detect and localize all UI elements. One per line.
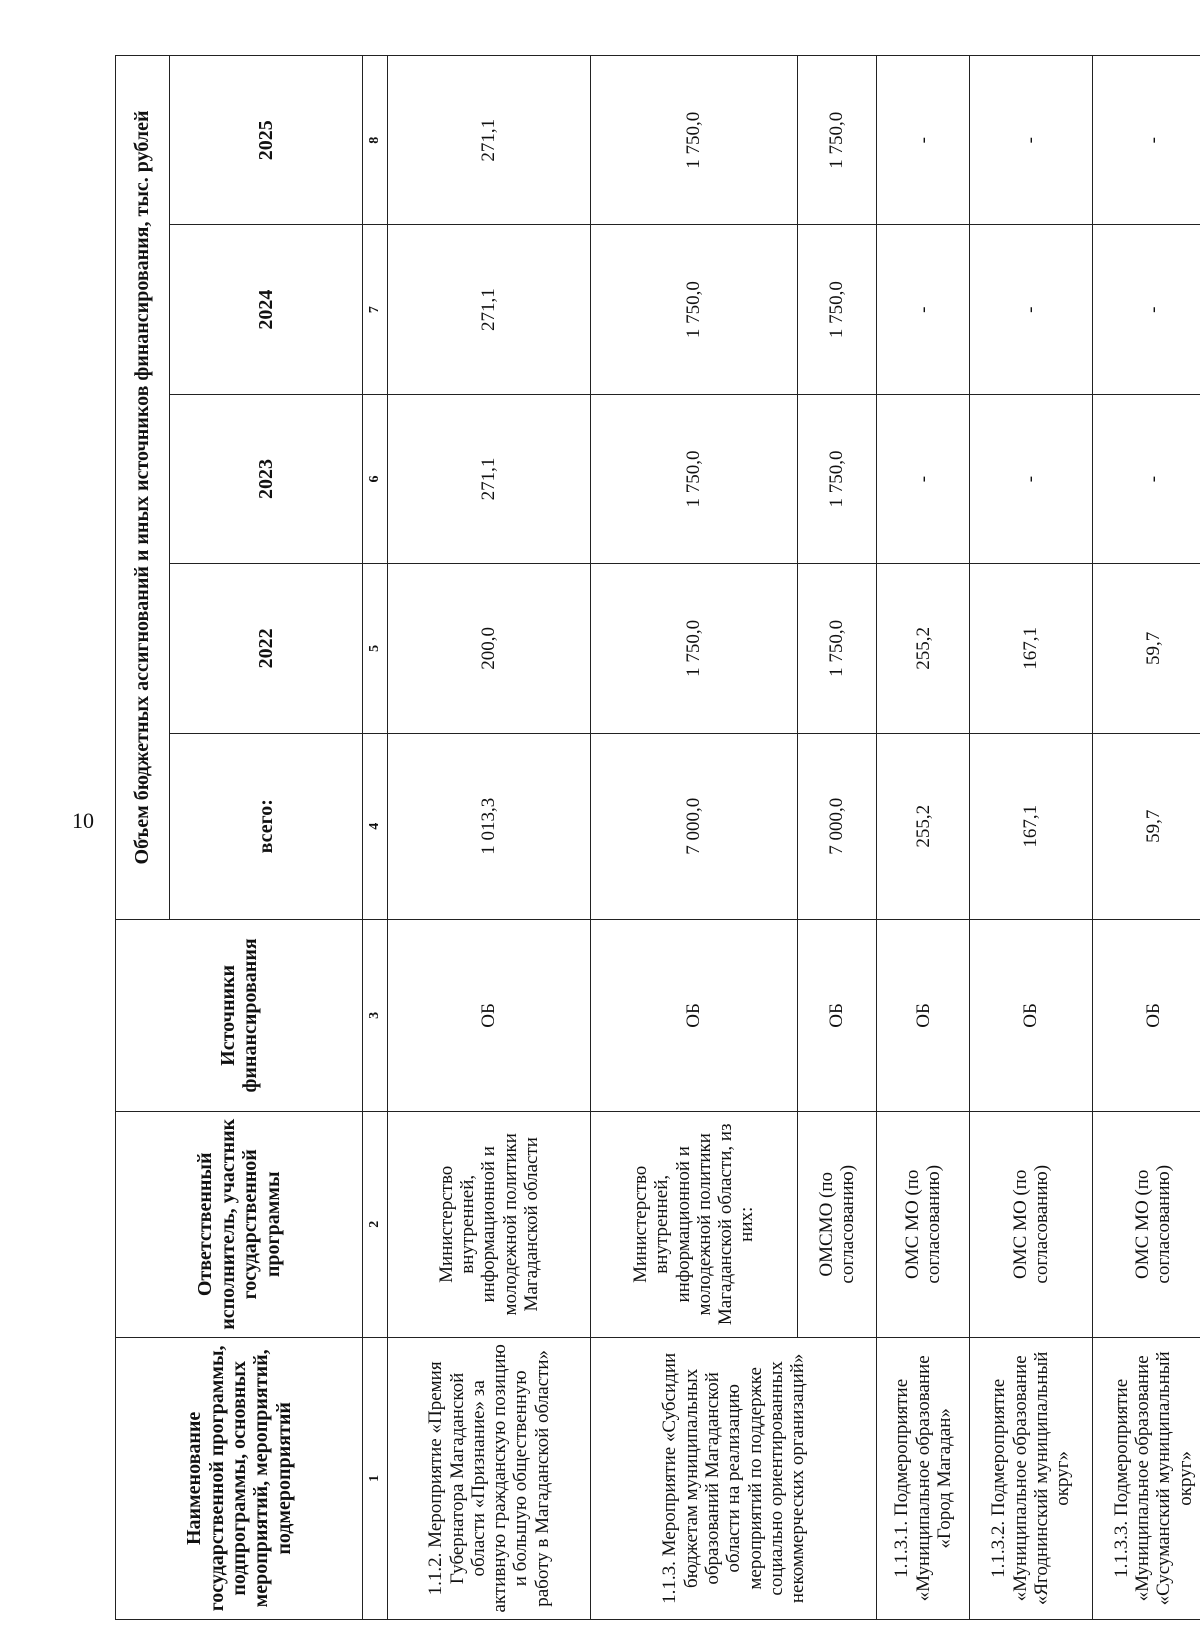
value-2024: - xyxy=(1092,225,1200,394)
funding-source: ОБ xyxy=(591,919,797,1111)
value-2024: - xyxy=(877,225,970,394)
measure-name: 1.1.3. Мероприятие «Субсидии бюджетам муниципальных образований Магаданской области на реализацию мероприятий по поддержке социально ориентированных некоммерческих организаций» xyxy=(591,1337,877,1619)
rotated-page xyxy=(115,55,1200,1620)
column-number: 1 xyxy=(363,1337,387,1619)
value-total: 7 000,0 xyxy=(591,733,797,919)
executor: ОМС МО (по согласованию) xyxy=(970,1111,1092,1337)
header-2023: 2023 xyxy=(170,394,363,563)
value-2023: - xyxy=(877,394,970,563)
value-2024: - xyxy=(970,225,1092,394)
executor: ОМС МО (по согласованию) xyxy=(1092,1111,1200,1337)
header-2024: 2024 xyxy=(170,225,363,394)
executor: ОМС МО (по согласованию) xyxy=(877,1111,970,1337)
measure-name: 1.1.3.2. Подмероприятие «Муниципальное образование «Ягоднинский муниципальный округ» xyxy=(970,1337,1092,1619)
value-2023: 1 750,0 xyxy=(797,394,877,563)
page-number: 10 xyxy=(72,808,94,833)
value-2025: 271,1 xyxy=(387,56,591,225)
header-name: Наименование государственной программы, подпрограммы, основных мероприятий, мероприятий, подмероприятий xyxy=(116,1337,363,1619)
column-number: 2 xyxy=(363,1111,387,1337)
table-row xyxy=(387,56,591,1620)
table-row xyxy=(591,56,797,1620)
table-row xyxy=(970,56,1092,1620)
header-total: всего: xyxy=(170,733,363,919)
value-total: 59,7 xyxy=(1092,733,1200,919)
measure-name: 1.1.3.3. Подмероприятие «Муниципальное образование «Сусуманский муниципальный округ» xyxy=(1092,1337,1200,1619)
header-2025: 2025 xyxy=(170,56,363,225)
value-total: 167,1 xyxy=(970,733,1092,919)
funding-source: ОБ xyxy=(877,919,970,1111)
funding-source: ОБ xyxy=(797,919,877,1111)
value-2023: - xyxy=(1092,394,1200,563)
value-2022: 1 750,0 xyxy=(797,564,877,733)
column-number: 6 xyxy=(363,394,387,563)
value-2022: 1 750,0 xyxy=(591,564,797,733)
header-funding: Объем бюджетных ассигнований и иных источников финансирования, тыс. рублей xyxy=(116,56,170,920)
value-2024: 271,1 xyxy=(387,225,591,394)
value-2025: 1 750,0 xyxy=(797,56,877,225)
value-2025: - xyxy=(877,56,970,225)
column-number: 7 xyxy=(363,225,387,394)
measure-name: 1.1.3.1. Подмероприятие «Муниципальное образование «Город Магадан» xyxy=(877,1337,970,1619)
funding-source: ОБ xyxy=(1092,919,1200,1111)
header-source: Источники финансирования xyxy=(116,919,363,1111)
column-number: 3 xyxy=(363,919,387,1111)
executor: Министерство внутренней, информационной и молодежной политики Магаданской области, из них: xyxy=(591,1111,797,1337)
value-2022: 255,2 xyxy=(877,564,970,733)
value-2023: 1 750,0 xyxy=(591,394,797,563)
funding-source: ОБ xyxy=(970,919,1092,1111)
value-2024: 1 750,0 xyxy=(591,225,797,394)
table-row xyxy=(877,56,970,1620)
value-total: 7 000,0 xyxy=(797,733,877,919)
value-2025: 1 750,0 xyxy=(591,56,797,225)
measure-name: 1.1.2. Мероприятие «Премия Губернатора Магаданской области «Признание» за активную гражданскую позицию и большую общественную работу в Магаданской области» xyxy=(387,1337,591,1619)
value-2024: 1 750,0 xyxy=(797,225,877,394)
column-number-row xyxy=(363,56,387,1620)
column-number: 5 xyxy=(363,564,387,733)
value-2022: 167,1 xyxy=(970,564,1092,733)
table-row xyxy=(1092,56,1200,1620)
value-2022: 59,7 xyxy=(1092,564,1200,733)
executor: ОМСМО (по согласованию) xyxy=(797,1111,877,1337)
header-executor: Ответственный исполнитель, участник государственной программы xyxy=(116,1111,363,1337)
executor: Министерство внутренней, информационной и молодежной политики Магаданской области xyxy=(387,1111,591,1337)
value-total: 1 013,3 xyxy=(387,733,591,919)
funding-table xyxy=(115,55,1200,1620)
column-number: 8 xyxy=(363,56,387,225)
header-2022: 2022 xyxy=(170,564,363,733)
value-2023: - xyxy=(970,394,1092,563)
value-2023: 271,1 xyxy=(387,394,591,563)
funding-source: ОБ xyxy=(387,919,591,1111)
value-2025: - xyxy=(1092,56,1200,225)
value-2025: - xyxy=(970,56,1092,225)
value-total: 255,2 xyxy=(877,733,970,919)
column-number: 4 xyxy=(363,733,387,919)
value-2022: 200,0 xyxy=(387,564,591,733)
